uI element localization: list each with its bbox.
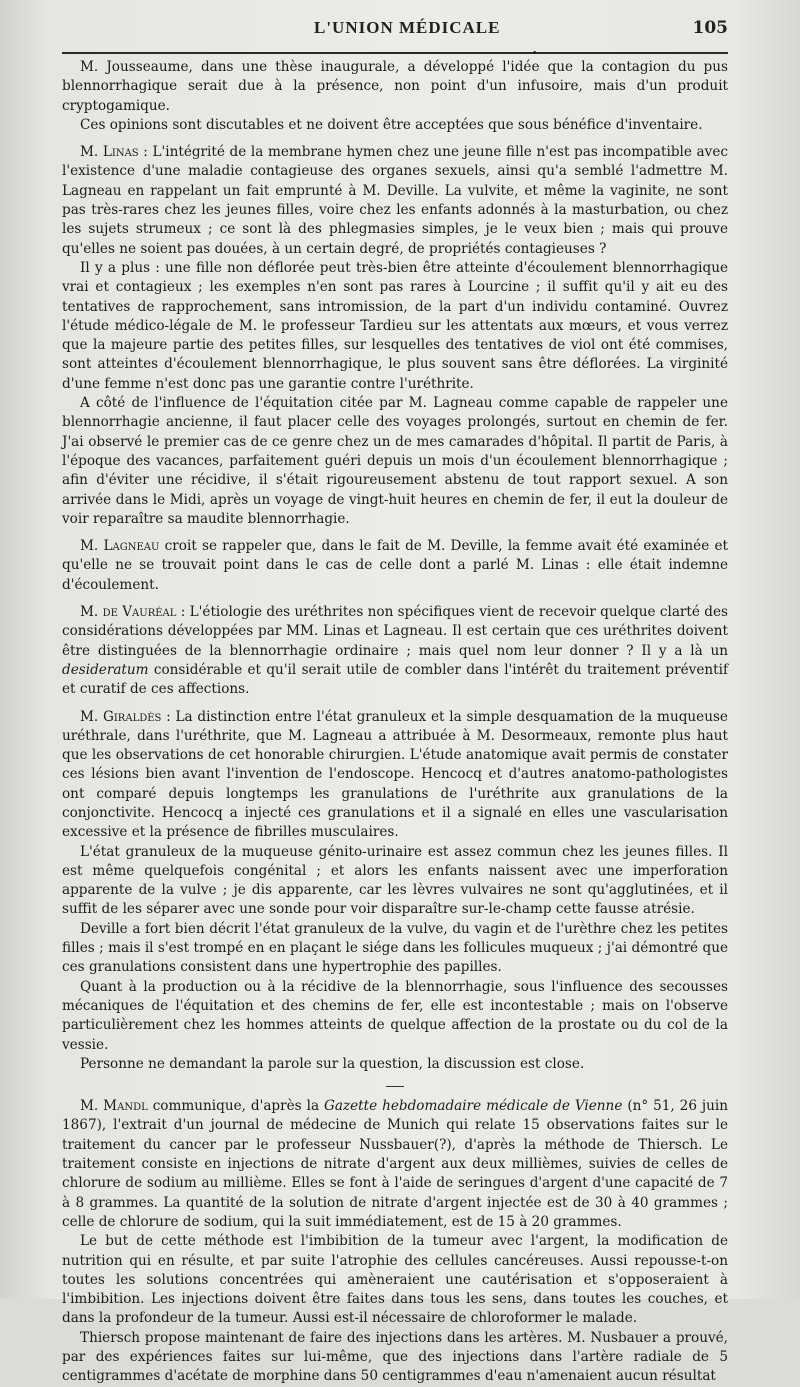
paragraph-text: communique, d'après la [152,1098,324,1115]
paragraph [62,259,728,394]
paragraph [62,1329,728,1387]
italic-term: desideratum [62,661,149,678]
paragraph-text: Personne ne demandant la parole sur la question, la discussion est close. [80,1055,585,1072]
paragraph-text: (n° 51, 26 juin 1867), l'extrait d'un journal de médecine de Munich qui relate 15 observations faites sur le traitement du cancer par le professeur Nussbauer(?), d'après la méthode de Thiersch. Le traitement consiste en injections de nitrate d'argent aux deux millièmes, suivies de celles de chlorure de sodium au millième. Elles se font à l'aide de seringues d'argent d'une capacité de 7 à 8 grammes. La quantité de la solution de nitrate d'argent injectée est de 30 à 40 grammes ; celle de chlorure de sodium, qui la suit immédiatement, est de 15 à 20 grammes. [62,1098,728,1230]
paragraph-text: L'étiologie des uréthrites non spécifiques vient de recevoir quelque clarté des considérations développées par MM. Linas et Lagneau. Il est certain que ces uréthrites doivent être distinguées de la blennorrhagie ordinaire ; mais quel nom leur donner ? Il y a là un desideratum considérable et qu'il serait utile de combler dans l'intérêt du traitement préventif et curatif de ces affections. [62,604,728,698]
paragraph-text: Thiersch propose maintenant de faire des injections dans les artères. M. Nusbauer a prouvé, par des expériences faites sur lui-même, que des injections dans l'artère radiale de 5 centigrammes d'acétate de morphine dans 50 centigrammes d'eau n'amenaient aucun résultat [62,1329,728,1385]
ornament-mark: • [532,49,538,59]
paragraph-text: Le but de cette méthode est l'imbibition de la tumeur avec l'argent, la modification de nutrition qui en résulte, et par suite l'atrophie des cellules cancéreuses. Aussi repousse-t-on toutes les solutions concentrées qui amèneraient une cautérisation et s'opposeraient à l'imbibition. Les injections doivent être faites dans tous les sens, dans toutes les couches, et dans la profondeur de la tumeur. Aussi est-il nécessaire de chloroformer le malade. [62,1233,728,1327]
paragraph-text: La distinction entre l'état granuleux et la simple desquamation de la muqueuse uréthrale, dans l'uréthrite, que M. Lagneau a attribuée à M. Desormeaux, remonte plus haut que les observations de cet honorable chirurgien. L'étude anatomique avait permis de constater ces lésions bien avant l'invention de l'endoscope. Hencocq et d'autres anatomo-pathologistes ont comparé depuis longtemps les granulations de l'uréthrite aux granulations de la conjonctivite. Hencocq a injecté ces granulations et il a signalé en elles une vascularisation excessive et la présence de fibrilles musculaires. [62,708,728,841]
paragraph-text: Ces opinions sont discutables et ne doivent être acceptées que sous bénéfice d'inventaire. [80,116,703,133]
paragraph [62,1055,728,1074]
paragraph [62,843,728,920]
paragraph-text: Il y a plus : une fille non déflorée peut très-bien être atteinte d'écoulement blennorrhagique vrai et contagieux ; les exemples n'en sont pas rares à Lourcine ; il suffit qu'il y ait eu des tentatives de rapprochement, sans intromission, de la part d'un individu contaminé. Ouvrez l'étude médico-légale de M. le professeur Tardieu sur les attentats aux mœurs, et vous verrez que la majeure partie des petites filles, sur lesquelles des tentatives de viol ont été commises, sont atteintes d'écoulement blennorrhagique, le plus souvent sans être déflorées. La virginité d'une femme n'est donc pas une garantie contre l'uréthrite. [62,259,728,392]
running-title: L'UNION MÉDICALE [314,18,501,37]
paragraph-text: L'intégrité de la membrane hymen chez une jeune fille n'est pas incompatible avec l'existence d'une maladie contagieuse des organes sexuels, ainsi qu'a semblé l'admettre M. Lagneau en rappelant un fait emprunté à M. Deville. La vulvite, et même la vaginite, ne sont pas très-rares chez les jeunes filles, voire chez les enfants adonnés à la masturbation, ou chez les sujets strumeux ; ce sont là des phlegmasies simples, je le veux bien ; mais qui prouve qu'elles ne soient pas douées, à un certain degré, de propriétés contagieuses ? [62,144,728,257]
paragraph [62,537,728,595]
paragraph [62,394,728,529]
paragraph-text: croit se rappeler que, dans le fait de M. Deville, la femme avait été examinée et qu'elle ne se trouvait point dans le cas de celle dont a parlé M. Linas : elle était indemne d'écoulement. [62,538,729,593]
speaker-name: M. de Vauréal : [80,604,186,621]
section-divider [386,1086,404,1087]
page-number: 105 [692,18,728,38]
paragraph [62,58,728,116]
paragraph [62,1097,728,1232]
paragraph [62,143,728,259]
discussion-text [62,58,728,1074]
paragraph-text: L'état granuleux de la muqueuse génito-urinaire est assez commun chez les jeunes filles. Il est même quelquefois congénital ; et alors les enfants naissent avec une imperforation apparente de la vulve ; je dis apparente, car les lèvres vulvaires ne sont qu'agglutinées, et il suffit de les séparer avec une sonde pour voir disparaître sur-le-champ cette fausse atrésie. [62,843,728,918]
paragraph-text: A côté de l'influence de l'équitation citée par M. Lagneau comme capable de rappeler une blennorrhagie ancienne, il faut placer celle des voyages prolongés, surtout en chemin de fer. J'ai observé le premier cas de ce genre chez un de mes camarades d'hôpital. Il partit de Paris, à l'époque des vacances, parfaitement guéri depuis un mois d'un écoulement blennorrhagique ; afin d'éviter une récidive, il s'était rigoureusement abstenu de tout rapport sexuel. A son arrivée dans le Midi, après un voyage de vingt-huit heures en chemin de fer, il eut la douleur de voir reparaître sa maudite blennorrhagie. [62,395,728,527]
speaker-name: M. Lagneau [80,538,160,555]
paragraph [62,978,728,1055]
paragraph [62,920,728,978]
paragraph-text: M. Jousseaume, dans une thèse inaugurale, a développé l'idée que la contagion du pus blennorrhagique serait due à la présence, non point d'un infusoire, mais d'un produit cryptogamique. [62,59,728,114]
paragraph-text: Quant à la production ou à la récidive de la blennorrhagie, sous l'influence des secousses mécaniques de l'équitation et des chemins de fer, elle est incontestable ; mais on l'observe particulièrement chez les hommes atteints de quelque affection de la prostate ou du col de la vessie. [62,978,728,1053]
paragraph-text: Deville a fort bien décrit l'état granuleux de la vulve, du vagin et de l'urèthre chez les petites filles ; mais il s'est trompé en en plaçant le siége dans les follicules muqueux ; j'ai démontré que ces granulations consistent dans une hypertrophie des papilles. [62,920,728,976]
paragraph [62,603,728,699]
speaker-name: M. Linas : [80,144,148,161]
communication-text [62,1097,728,1386]
paragraph [62,116,728,135]
speaker-name: M. Giraldès : [80,708,171,725]
header-rule [62,49,728,59]
speaker-name: M. Mandl [80,1098,148,1115]
running-header [62,18,728,48]
journal-title: Gazette hebdomadaire médicale de Vienne [324,1098,623,1115]
paragraph [62,1232,728,1328]
paragraph [62,708,728,843]
